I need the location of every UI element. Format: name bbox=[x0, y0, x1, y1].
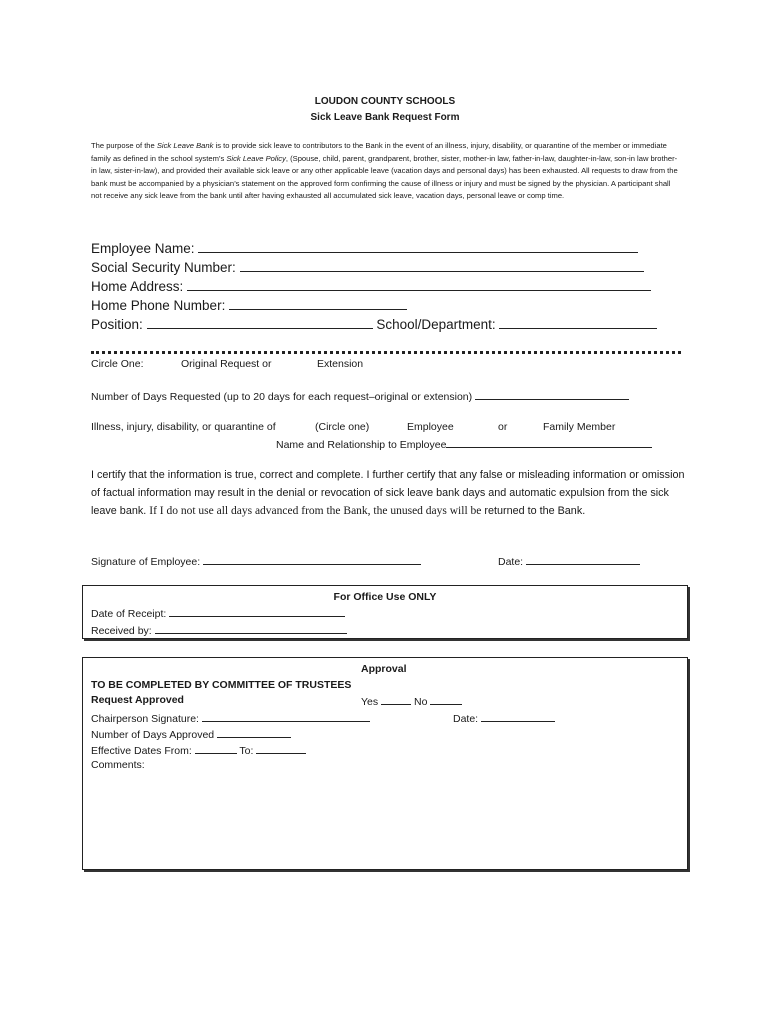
days-approved-field[interactable] bbox=[217, 727, 291, 738]
certification-end-text: returned to the Bank. bbox=[481, 505, 586, 517]
illness-label: Illness, injury, disability, or quarantine of bbox=[91, 421, 276, 433]
home-phone-field[interactable] bbox=[229, 296, 407, 310]
circle-one-label: Circle One: bbox=[91, 358, 144, 370]
employee-signature-field[interactable] bbox=[203, 554, 421, 565]
received-by-label: Received by: bbox=[91, 625, 152, 637]
date-receipt-field[interactable] bbox=[169, 606, 345, 617]
approval-heading: Approval bbox=[361, 663, 407, 675]
employee-option[interactable]: Employee bbox=[407, 421, 454, 433]
effective-dates-row bbox=[91, 743, 306, 757]
circle-one-paren: (Circle one) bbox=[315, 421, 370, 433]
position-row bbox=[91, 315, 657, 332]
purpose-paragraph bbox=[91, 140, 681, 203]
effective-to-field[interactable] bbox=[256, 743, 306, 754]
request-approved-label: Request Approved bbox=[91, 694, 184, 706]
date-receipt-label: Date of Receipt: bbox=[91, 608, 167, 620]
position-label: Position: bbox=[91, 317, 143, 332]
office-use-heading: For Office Use ONLY bbox=[333, 591, 437, 603]
comments-area[interactable] bbox=[91, 775, 677, 861]
days-requested-field[interactable] bbox=[475, 389, 629, 400]
school-department-label: School/Department: bbox=[376, 317, 496, 332]
purpose-text-1: The purpose of the bbox=[91, 141, 157, 150]
employee-date-row bbox=[498, 554, 640, 568]
purpose-italic-1: Sick Leave Bank bbox=[156, 141, 214, 150]
yes-no-row bbox=[361, 694, 462, 708]
home-phone-row bbox=[91, 296, 407, 313]
comments-label: Comments: bbox=[91, 759, 145, 771]
position-field[interactable] bbox=[147, 315, 373, 329]
approval-date-field[interactable] bbox=[481, 711, 555, 722]
purpose-text-2: is to provide sick leave to contributors to the Bank in the event of an illness, injury, disability, or quarantine of the member or immediate family as defined in the school system’s bbox=[91, 141, 667, 163]
name-relationship-field[interactable] bbox=[446, 437, 652, 448]
extension-option[interactable]: Extension bbox=[317, 358, 364, 370]
effective-to-label: To: bbox=[239, 745, 254, 757]
ssn-row bbox=[91, 258, 644, 275]
employee-signature-label: Signature of Employee: bbox=[91, 556, 201, 568]
name-relationship-label: Name and Relationship to Employee bbox=[276, 439, 447, 451]
days-approved-label: Number of Days Approved bbox=[91, 729, 215, 741]
home-address-row bbox=[91, 277, 651, 294]
received-by-row bbox=[91, 623, 347, 637]
received-by-field[interactable] bbox=[155, 623, 347, 634]
date-receipt-row bbox=[91, 606, 345, 620]
days-requested-label: Number of Days Requested (up to 20 days for each request–original or extension) bbox=[91, 391, 473, 403]
effective-from-label: Effective Dates From: bbox=[91, 745, 192, 757]
days-requested-row bbox=[91, 389, 629, 403]
ssn-field[interactable] bbox=[240, 258, 644, 272]
home-address-label: Home Address: bbox=[91, 279, 184, 294]
certification-text: I certify that the information is true, correct and complete. I further certify that any false or misleading information or omission of factual information may result in the denial or revocation of sick leave bank days and automatic expulsion from the sick leave bank. bbox=[91, 469, 685, 517]
purpose-italic-2: Sick Leave Policy bbox=[226, 153, 286, 163]
committee-heading: TO BE COMPLETED BY COMMITTEE OF TRUSTEES bbox=[91, 679, 352, 691]
form-title: Sick Leave Bank Request Form bbox=[310, 112, 460, 123]
yes-label: Yes bbox=[361, 696, 379, 708]
employee-name-label: Employee Name: bbox=[91, 241, 195, 256]
chair-signature-label: Chairperson Signature: bbox=[91, 713, 199, 725]
no-label: No bbox=[413, 696, 428, 708]
yes-field[interactable] bbox=[381, 694, 411, 705]
name-relationship-row bbox=[276, 437, 652, 451]
home-phone-label: Home Phone Number: bbox=[91, 298, 226, 313]
chair-signature-field[interactable] bbox=[202, 711, 370, 722]
employee-signature-row bbox=[91, 554, 421, 568]
employee-date-field[interactable] bbox=[526, 554, 640, 565]
employee-name-field[interactable] bbox=[198, 239, 638, 253]
certification-serif-text: If I do not use all days advanced from the Bank, the unused days will be bbox=[149, 505, 482, 517]
dotted-divider bbox=[91, 351, 681, 354]
ssn-label: Social Security Number: bbox=[91, 260, 236, 275]
effective-from-field[interactable] bbox=[195, 743, 237, 754]
home-address-field[interactable] bbox=[187, 277, 651, 291]
approval-date-label: Date: bbox=[453, 713, 479, 725]
employee-name-row bbox=[91, 239, 638, 256]
certification-paragraph bbox=[91, 466, 691, 520]
or-text: or bbox=[498, 421, 508, 433]
school-department-field[interactable] bbox=[499, 315, 657, 329]
no-field[interactable] bbox=[430, 694, 462, 705]
original-request-option[interactable]: Original Request or bbox=[181, 358, 272, 370]
approval-date-row bbox=[453, 711, 555, 725]
org-title: LOUDON COUNTY SCHOOLS bbox=[314, 96, 456, 107]
chair-signature-row bbox=[91, 711, 370, 725]
employee-date-label: Date: bbox=[498, 556, 524, 568]
purpose-text-3: , (Spouse, child, parent, grandparent, brother, sister, mother-in law, father-in-law, daughter-in-law, son-in law brother-in law, sister-in-law), and provided their available sick leave or any other applicable leave (vacation days and personal days) has been exhausted. All requests to draw from the bank must be accompanied by a physician’s statement on the approved form confirming the cause of illness or injury and must be signed by the physician. A participant shall not receive any sick leave from the bank until after having exhausted all accumulated sick leave, vacation days, personal leave or comp time. bbox=[91, 153, 678, 201]
days-approved-row bbox=[91, 727, 291, 741]
family-member-option[interactable]: Family Member bbox=[543, 421, 616, 433]
